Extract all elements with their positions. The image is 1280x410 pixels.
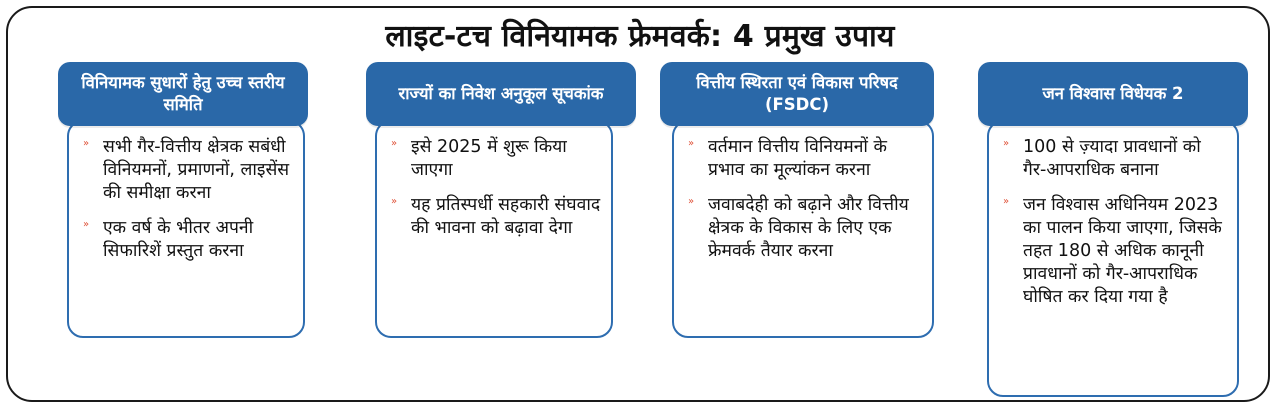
- list-item: » एक वर्ष के भीतर अपनी सिफारिशें प्रस्तुत करना: [83, 218, 254, 261]
- list-item: » सभी गैर-वित्तीय क्षेत्रक सबंधी विनियमनों, प्रमाणनों, लाइसेंस की समीक्षा करना: [83, 137, 290, 203]
- card-body: [67, 120, 305, 338]
- page-title: लाइट-टच विनियामक फ्रेमवर्क: 4 प्रमुख उपाय: [385, 19, 895, 54]
- card-points: [389, 136, 601, 240]
- chevron-bullet-icon: »: [83, 219, 90, 230]
- list-item: » जन विश्वास अधिनियम 2023 का पालन किया जाएगा, जिसके तहत 180 से अधिक कानूनी प्रावधानों को गैर-आपराधिक घोषित कर दिया गया है: [1003, 195, 1222, 307]
- list-item: » जवाबदेही को बढ़ाने और वित्तीय क्षेत्रक के विकास के लिए एक फ्रेमवर्क तैयार करना: [688, 195, 909, 261]
- chevron-bullet-icon: »: [83, 138, 90, 149]
- chevron-bullet-icon: »: [1003, 138, 1010, 149]
- card-jan-vishwas: [987, 62, 1239, 397]
- card-fsdc: [672, 62, 934, 338]
- chevron-bullet-icon: »: [688, 138, 695, 149]
- list-item: » 100 से ज़्यादा प्रावधानों को गैर-आपराधिक बनाना: [1003, 137, 1201, 180]
- card-points: [1001, 136, 1227, 309]
- card-points: [686, 136, 922, 263]
- chevron-bullet-icon: »: [688, 196, 695, 207]
- card-heading: विनियामक सुधारों हेतु उच्च स्तरीय समिति: [58, 62, 308, 126]
- chevron-bullet-icon: »: [391, 138, 398, 149]
- card-body: [987, 120, 1239, 397]
- card-heading: जन विश्वास विधेयक 2: [978, 62, 1248, 126]
- list-item: » इसे 2025 में शुरू किया जाएगा: [391, 137, 567, 180]
- card-heading: वित्तीय स्थिरता एवं विकास परिषद (FSDC): [660, 62, 934, 126]
- list-item: » यह प्रतिस्पर्धी सहकारी संघवाद की भावना को बढ़ावा देगा: [391, 195, 601, 238]
- list-item: » वर्तमान वित्तीय विनियमनों के प्रभाव का मूल्यांकन करना: [688, 137, 887, 180]
- card-points: [81, 136, 293, 263]
- card-high-level-committee: [67, 62, 305, 338]
- card-investment-index: [375, 62, 613, 338]
- card-heading: राज्यों का निवेश अनुकूल सूचकांक: [366, 62, 636, 126]
- card-body: [672, 120, 934, 338]
- chevron-bullet-icon: »: [1003, 196, 1010, 207]
- chevron-bullet-icon: »: [391, 196, 398, 207]
- card-body: [375, 120, 613, 338]
